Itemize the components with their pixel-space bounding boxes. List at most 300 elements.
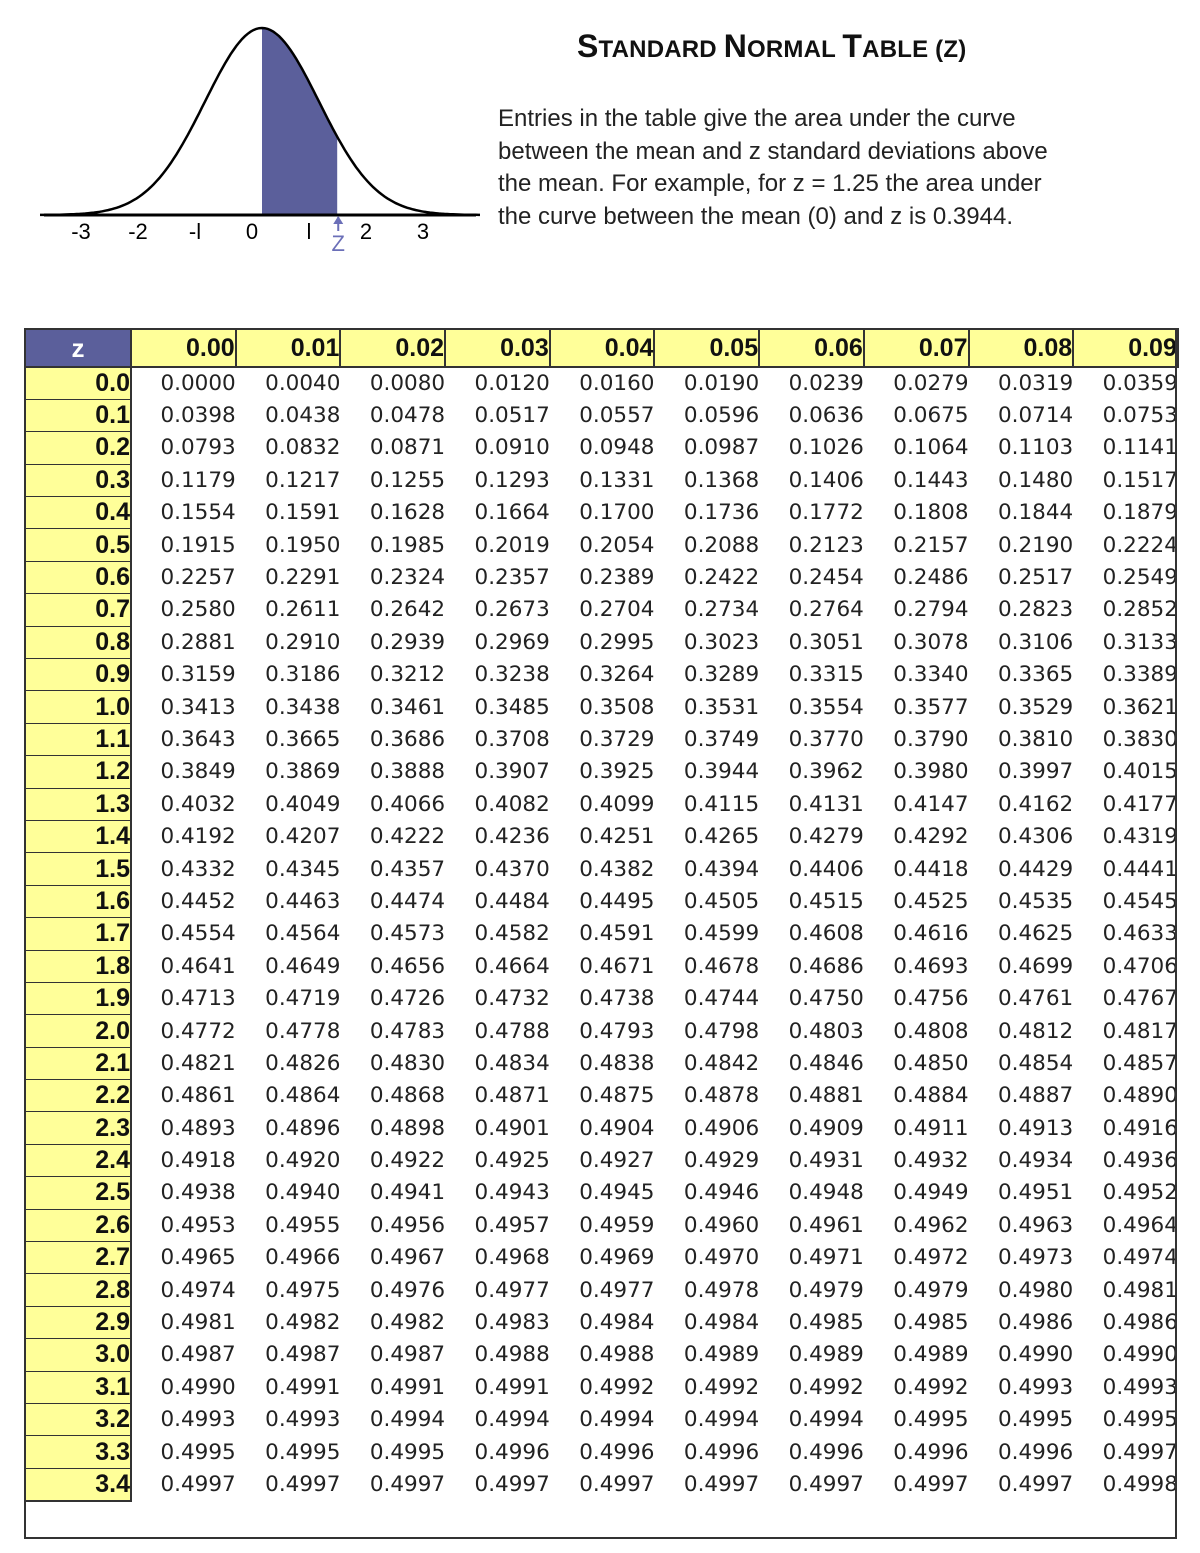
table-cell: 0.4767 xyxy=(1102,986,1178,1012)
table-cell: 0.4973 xyxy=(997,1245,1074,1271)
table-cell: 0.2852 xyxy=(1102,597,1178,623)
table-cell: 0.4997 xyxy=(997,1471,1074,1497)
column-header: 0.07 xyxy=(864,329,969,367)
table-cell: 0.4370 xyxy=(474,856,550,882)
row-header-z: 0.7 xyxy=(25,594,131,626)
column-header: 0.00 xyxy=(131,329,236,367)
shaded-area-mean-to-z xyxy=(262,28,337,215)
table-cell: 0.4956 xyxy=(369,1212,446,1238)
table-cell: 0.0987 xyxy=(683,435,760,461)
row-header-z: 2.1 xyxy=(25,1047,131,1079)
table-cell: 0.4099 xyxy=(579,791,655,817)
table-cell: 0.0120 xyxy=(474,371,550,397)
table-cell: 0.2764 xyxy=(788,597,864,623)
table-cell: 0.4854 xyxy=(997,1050,1074,1076)
z-table xyxy=(24,328,1179,1502)
table-cell: 0.4995 xyxy=(1102,1407,1178,1433)
table-cell: 0.1736 xyxy=(683,500,760,526)
table-cell: 0.4826 xyxy=(265,1050,341,1076)
table-cell: 0.1293 xyxy=(474,467,550,493)
table-cell: 0.4649 xyxy=(265,953,341,979)
table-cell: 0.3264 xyxy=(579,662,655,688)
row-header-z: 2.7 xyxy=(25,1242,131,1274)
table-cell: 0.4966 xyxy=(265,1245,341,1271)
table-cell: 0.4961 xyxy=(788,1212,864,1238)
table-cell: 0.2357 xyxy=(474,565,550,591)
table-cell: 0.4941 xyxy=(369,1180,446,1206)
table-row xyxy=(25,432,1178,464)
table-cell: 0.4474 xyxy=(369,888,446,914)
table-cell: 0.3186 xyxy=(265,662,341,688)
table-cell: 0.2969 xyxy=(474,629,550,655)
table-cell: 0.3106 xyxy=(997,629,1074,655)
table-cell: 0.0080 xyxy=(369,371,446,397)
table-row xyxy=(25,497,1178,529)
table-cell: 0.4778 xyxy=(265,1018,341,1044)
table-cell: 0.4633 xyxy=(1102,921,1178,947)
table-cell: 0.2257 xyxy=(160,565,236,591)
row-header-z: 0.6 xyxy=(25,561,131,593)
table-cell: 0.3708 xyxy=(474,726,550,752)
row-header-z: 0.8 xyxy=(25,626,131,658)
table-row xyxy=(25,1047,1178,1079)
table-cell: 0.2580 xyxy=(160,597,236,623)
table-cell: 0.4406 xyxy=(788,856,864,882)
table-cell: 0.4987 xyxy=(265,1342,341,1368)
table-cell: 0.4901 xyxy=(474,1115,550,1141)
table-cell: 0.2549 xyxy=(1102,565,1178,591)
table-cell: 0.4251 xyxy=(579,824,655,850)
table-cell: 0.4993 xyxy=(1102,1374,1178,1400)
row-header-z: 1.6 xyxy=(25,885,131,917)
row-header-z: 0.5 xyxy=(25,529,131,561)
table-cell: 0.0596 xyxy=(683,403,760,429)
table-cell: 0.0636 xyxy=(788,403,864,429)
table-cell: 0.4265 xyxy=(683,824,760,850)
table-cell: 0.4927 xyxy=(579,1148,655,1174)
row-header-z: 3.0 xyxy=(25,1339,131,1371)
column-header: 0.08 xyxy=(969,329,1074,367)
row-header-z: 1.4 xyxy=(25,820,131,852)
table-cell: 0.4554 xyxy=(160,921,236,947)
table-cell: 0.3577 xyxy=(893,694,969,720)
table-cell: 0.4991 xyxy=(369,1374,446,1400)
table-cell: 0.4996 xyxy=(474,1439,550,1465)
table-cell: 0.0910 xyxy=(474,435,550,461)
row-header-z: 2.0 xyxy=(25,1015,131,1047)
table-cell: 0.4788 xyxy=(474,1018,550,1044)
table-row xyxy=(25,1242,1178,1274)
table-cell: 0.4671 xyxy=(579,953,655,979)
table-cell: 0.4896 xyxy=(265,1115,341,1141)
table-cell: 0.3997 xyxy=(997,759,1074,785)
table-cell: 0.4994 xyxy=(369,1407,446,1433)
table-row xyxy=(25,464,1178,496)
tick-label: -2 xyxy=(128,219,148,244)
table-cell: 0.3531 xyxy=(683,694,760,720)
table-cell: 0.2995 xyxy=(579,629,655,655)
table-row xyxy=(25,1371,1178,1403)
table-cell: 0.4965 xyxy=(160,1245,236,1271)
table-cell: 0.3365 xyxy=(997,662,1074,688)
table-cell: 0.4997 xyxy=(265,1471,341,1497)
table-cell: 0.4996 xyxy=(788,1439,864,1465)
table-cell: 0.0948 xyxy=(579,435,655,461)
table-cell: 0.4875 xyxy=(579,1083,655,1109)
table-row xyxy=(25,982,1178,1014)
column-header: 0.05 xyxy=(654,329,759,367)
row-header-z: 2.6 xyxy=(25,1209,131,1241)
table-cell: 0.4911 xyxy=(893,1115,969,1141)
table-cell: 0.1480 xyxy=(997,467,1074,493)
table-cell: 0.4418 xyxy=(893,856,969,882)
table-cell: 0.4678 xyxy=(683,953,760,979)
table-cell: 0.4983 xyxy=(474,1310,550,1336)
table-cell: 0.4997 xyxy=(579,1471,655,1497)
table-row xyxy=(25,529,1178,561)
table-cell: 0.4842 xyxy=(683,1050,760,1076)
table-row xyxy=(25,788,1178,820)
table-cell: 0.4319 xyxy=(1102,824,1178,850)
description-line-2: between the mean and z standard deviations above xyxy=(498,137,1048,165)
table-cell: 0.4959 xyxy=(579,1212,655,1238)
table-cell: 0.4974 xyxy=(1102,1245,1178,1271)
description-line-3: the mean. For example, for z = 1.25 the area under xyxy=(498,170,1042,197)
table-cell: 0.4279 xyxy=(788,824,864,850)
table-cell: 0.4971 xyxy=(788,1245,864,1271)
row-header-z: 3.4 xyxy=(25,1468,131,1500)
table-row xyxy=(25,691,1178,723)
table-cell: 0.4938 xyxy=(160,1180,236,1206)
table-cell: 0.4943 xyxy=(474,1180,550,1206)
table-cell: 0.2939 xyxy=(369,629,446,655)
table-cell: 0.4925 xyxy=(474,1148,550,1174)
column-header: 0.01 xyxy=(236,329,341,367)
table-cell: 0.4750 xyxy=(788,986,864,1012)
title-rest-2: ORMAL xyxy=(747,36,843,63)
table-cell: 0.1141 xyxy=(1102,435,1178,461)
table-cell: 0.4997 xyxy=(1102,1439,1178,1465)
table-cell: 0.2291 xyxy=(265,565,341,591)
table-cell: 0.1950 xyxy=(265,532,341,558)
table-cell: 0.3621 xyxy=(1102,694,1178,720)
table-cell: 0.1443 xyxy=(893,467,969,493)
table-cell: 0.1700 xyxy=(579,500,655,526)
table-cell: 0.4963 xyxy=(997,1212,1074,1238)
table-cell: 0.4887 xyxy=(997,1083,1074,1109)
row-header-z: 0.4 xyxy=(25,497,131,529)
table-cell: 0.3810 xyxy=(997,726,1074,752)
table-cell: 0.4977 xyxy=(474,1277,550,1303)
table-cell: 0.2088 xyxy=(683,532,760,558)
table-cell: 0.4495 xyxy=(579,888,655,914)
table-cell: 0.4989 xyxy=(893,1342,969,1368)
table-cell: 0.4978 xyxy=(683,1277,760,1303)
page-title xyxy=(577,28,966,65)
table-cell: 0.4985 xyxy=(893,1310,969,1336)
table-cell: 0.3078 xyxy=(893,629,969,655)
table-cell: 0.4972 xyxy=(893,1245,969,1271)
table-row xyxy=(25,399,1178,431)
column-header: 0.02 xyxy=(340,329,445,367)
table-cell: 0.4192 xyxy=(160,824,236,850)
table-cell: 0.2422 xyxy=(683,565,760,591)
tick-label: l xyxy=(306,219,312,244)
axis-tick-labels xyxy=(71,219,429,244)
table-cell: 0.4719 xyxy=(265,986,341,1012)
row-header-z: 0.1 xyxy=(25,399,131,431)
table-header-row xyxy=(25,329,1178,367)
column-header: 0.06 xyxy=(759,329,864,367)
table-cell: 0.4989 xyxy=(788,1342,864,1368)
table-cell: 0.4980 xyxy=(997,1277,1074,1303)
table-cell: 0.4967 xyxy=(369,1245,446,1271)
table-cell: 0.4834 xyxy=(474,1050,550,1076)
table-cell: 0.0190 xyxy=(683,371,760,397)
row-header-z: 1.3 xyxy=(25,788,131,820)
table-cell: 0.4738 xyxy=(579,986,655,1012)
title-cap-s: S xyxy=(577,28,599,64)
table-row xyxy=(25,1306,1178,1338)
normal-curve-diagram xyxy=(40,18,480,263)
table-cell: 0.4846 xyxy=(788,1050,864,1076)
table-cell: 0.3485 xyxy=(474,694,550,720)
table-cell: 0.4953 xyxy=(160,1212,236,1238)
table-cell: 0.3508 xyxy=(579,694,655,720)
table-description xyxy=(498,103,1138,233)
table-cell: 0.4994 xyxy=(474,1407,550,1433)
table-cell: 0.4931 xyxy=(788,1148,864,1174)
table-row xyxy=(25,756,1178,788)
table-cell: 0.4989 xyxy=(683,1342,760,1368)
table-cell: 0.1255 xyxy=(369,467,446,493)
table-cell: 0.3925 xyxy=(579,759,655,785)
table-cell: 0.1915 xyxy=(160,532,236,558)
table-cell: 0.4934 xyxy=(997,1148,1074,1174)
table-cell: 0.4968 xyxy=(474,1245,550,1271)
table-cell: 0.4992 xyxy=(788,1374,864,1400)
table-cell: 0.1406 xyxy=(788,467,864,493)
table-cell: 0.4890 xyxy=(1102,1083,1178,1109)
table-cell: 0.4994 xyxy=(788,1407,864,1433)
table-cell: 0.0517 xyxy=(474,403,550,429)
table-cell: 0.2123 xyxy=(788,532,864,558)
tick-label: -l xyxy=(188,219,202,244)
column-header: 0.04 xyxy=(550,329,655,367)
table-cell: 0.3238 xyxy=(474,662,550,688)
table-cell: 0.4916 xyxy=(1102,1115,1178,1141)
table-cell: 0.4995 xyxy=(997,1407,1074,1433)
table-row xyxy=(25,367,1178,399)
title-rest-1: TANDARD xyxy=(598,36,724,63)
table-cell: 0.4429 xyxy=(997,856,1074,882)
row-header-z: 2.8 xyxy=(25,1274,131,1306)
table-cell: 0.4992 xyxy=(893,1374,969,1400)
table-cell: 0.4948 xyxy=(788,1180,864,1206)
row-header-z: 0.9 xyxy=(25,659,131,691)
table-row xyxy=(25,723,1178,755)
title-cap-t: T xyxy=(842,28,863,64)
table-row xyxy=(25,659,1178,691)
table-cell: 0.4936 xyxy=(1102,1148,1178,1174)
row-header-z: 1.0 xyxy=(25,691,131,723)
table-cell: 0.4830 xyxy=(369,1050,446,1076)
row-header-z: 0.0 xyxy=(25,367,131,399)
table-cell: 0.4812 xyxy=(997,1018,1074,1044)
table-row xyxy=(25,1468,1178,1500)
corner-z-header: z xyxy=(25,329,131,367)
table-cell: 0.2054 xyxy=(579,532,655,558)
table-cell: 0.0675 xyxy=(893,403,969,429)
table-cell: 0.3023 xyxy=(683,629,760,655)
table-row xyxy=(25,853,1178,885)
table-cell: 0.4986 xyxy=(997,1310,1074,1336)
row-header-z: 2.5 xyxy=(25,1177,131,1209)
table-cell: 0.0279 xyxy=(893,371,969,397)
table-cell: 0.1331 xyxy=(579,467,655,493)
row-header-z: 0.2 xyxy=(25,432,131,464)
table-cell: 0.4987 xyxy=(369,1342,446,1368)
table-cell: 0.2517 xyxy=(997,565,1074,591)
table-cell: 0.4904 xyxy=(579,1115,655,1141)
table-cell: 0.4808 xyxy=(893,1018,969,1044)
table-cell: 0.1217 xyxy=(265,467,341,493)
table-cell: 0.4995 xyxy=(369,1439,446,1465)
table-cell: 0.4463 xyxy=(265,888,341,914)
table-cell: 0.4564 xyxy=(265,921,341,947)
table-cell: 0.3133 xyxy=(1102,629,1178,655)
row-header-z: 3.1 xyxy=(25,1371,131,1403)
table-cell: 0.4964 xyxy=(1102,1212,1178,1238)
table-cell: 0.0714 xyxy=(997,403,1074,429)
table-cell: 0.4987 xyxy=(160,1342,236,1368)
table-cell: 0.4995 xyxy=(265,1439,341,1465)
table-cell: 0.4992 xyxy=(579,1374,655,1400)
table-row xyxy=(25,885,1178,917)
table-cell: 0.4945 xyxy=(579,1180,655,1206)
table-cell: 0.4505 xyxy=(683,888,760,914)
table-cell: 0.4744 xyxy=(683,986,760,1012)
table-cell: 0.4394 xyxy=(683,856,760,882)
table-cell: 0.1517 xyxy=(1102,467,1178,493)
table-cell: 0.4857 xyxy=(1102,1050,1178,1076)
table-cell: 0.4441 xyxy=(1102,856,1178,882)
table-cell: 0.3340 xyxy=(893,662,969,688)
table-cell: 0.4783 xyxy=(369,1018,446,1044)
table-cell: 0.1026 xyxy=(788,435,864,461)
table-cell: 0.3051 xyxy=(788,629,864,655)
table-cell: 0.2823 xyxy=(997,597,1074,623)
table-cell: 0.2019 xyxy=(474,532,550,558)
table-cell: 0.4382 xyxy=(579,856,655,882)
table-cell: 0.4996 xyxy=(579,1439,655,1465)
table-cell: 0.4977 xyxy=(579,1277,655,1303)
table-cell: 0.4693 xyxy=(893,953,969,979)
table-cell: 0.4922 xyxy=(369,1148,446,1174)
table-cell: 0.2190 xyxy=(997,532,1074,558)
description-line-4: the curve between the mean (0) and z is 0.3944. xyxy=(498,202,1013,230)
table-cell: 0.1772 xyxy=(788,500,864,526)
title-cap-n: N xyxy=(723,28,747,64)
table-cell: 0.2454 xyxy=(788,565,864,591)
table-cell: 0.4772 xyxy=(160,1018,236,1044)
table-cell: 0.4699 xyxy=(997,953,1074,979)
table-cell: 0.4591 xyxy=(579,921,655,947)
table-cell: 0.4706 xyxy=(1102,953,1178,979)
table-cell: 0.4909 xyxy=(788,1115,864,1141)
table-cell: 0.4881 xyxy=(788,1083,864,1109)
table-cell: 0.4932 xyxy=(893,1148,969,1174)
table-cell: 0.4920 xyxy=(265,1148,341,1174)
table-cell: 0.4995 xyxy=(160,1439,236,1465)
table-cell: 0.4988 xyxy=(579,1342,655,1368)
table-cell: 0.4997 xyxy=(474,1471,550,1497)
table-cell: 0.1554 xyxy=(160,500,236,526)
table-cell: 0.3770 xyxy=(788,726,864,752)
table-cell: 0.4951 xyxy=(997,1180,1074,1206)
tick-label: -3 xyxy=(71,219,91,244)
table-cell: 0.0832 xyxy=(265,435,341,461)
table-cell: 0.3686 xyxy=(369,726,446,752)
table-cell: 0.0319 xyxy=(997,371,1074,397)
table-cell: 0.3461 xyxy=(369,694,446,720)
table-cell: 0.4332 xyxy=(160,856,236,882)
table-cell: 0.4913 xyxy=(997,1115,1074,1141)
table-cell: 0.4979 xyxy=(893,1277,969,1303)
table-cell: 0.4726 xyxy=(369,986,446,1012)
table-cell: 0.4525 xyxy=(893,888,969,914)
table-cell: 0.4664 xyxy=(474,953,550,979)
table-cell: 0.4884 xyxy=(893,1083,969,1109)
table-cell: 0.0557 xyxy=(579,403,655,429)
row-header-z: 1.7 xyxy=(25,918,131,950)
table-cell: 0.4991 xyxy=(265,1374,341,1400)
table-cell: 0.4032 xyxy=(160,791,236,817)
table-cell: 0.4993 xyxy=(997,1374,1074,1400)
table-row xyxy=(25,820,1178,852)
table-cell: 0.0398 xyxy=(160,403,236,429)
table-cell: 0.4988 xyxy=(474,1342,550,1368)
table-cell: 0.4970 xyxy=(683,1245,760,1271)
table-cell: 0.4850 xyxy=(893,1050,969,1076)
table-row xyxy=(25,561,1178,593)
table-cell: 0.0359 xyxy=(1102,371,1178,397)
table-cell: 0.4147 xyxy=(893,791,969,817)
table-cell: 0.2157 xyxy=(893,532,969,558)
table-cell: 0.4625 xyxy=(997,921,1074,947)
table-cell: 0.4345 xyxy=(265,856,341,882)
table-row xyxy=(25,1404,1178,1436)
table-cell: 0.4713 xyxy=(160,986,236,1012)
table-cell: 0.4984 xyxy=(579,1310,655,1336)
table-cell: 0.4066 xyxy=(369,791,446,817)
table-cell: 0.2642 xyxy=(369,597,446,623)
table-cell: 0.3159 xyxy=(160,662,236,688)
table-cell: 0.4656 xyxy=(369,953,446,979)
table-cell: 0.1808 xyxy=(893,500,969,526)
table-cell: 0.0438 xyxy=(265,403,341,429)
table-cell: 0.1179 xyxy=(160,467,236,493)
row-header-z: 2.9 xyxy=(25,1306,131,1338)
column-header: 0.03 xyxy=(445,329,550,367)
table-row xyxy=(25,594,1178,626)
table-cell: 0.4940 xyxy=(265,1180,341,1206)
table-cell: 0.4995 xyxy=(893,1407,969,1433)
table-cell: 0.3830 xyxy=(1102,726,1178,752)
table-cell: 0.1664 xyxy=(474,500,550,526)
table-cell: 0.4982 xyxy=(265,1310,341,1336)
table-cell: 0.3315 xyxy=(788,662,864,688)
